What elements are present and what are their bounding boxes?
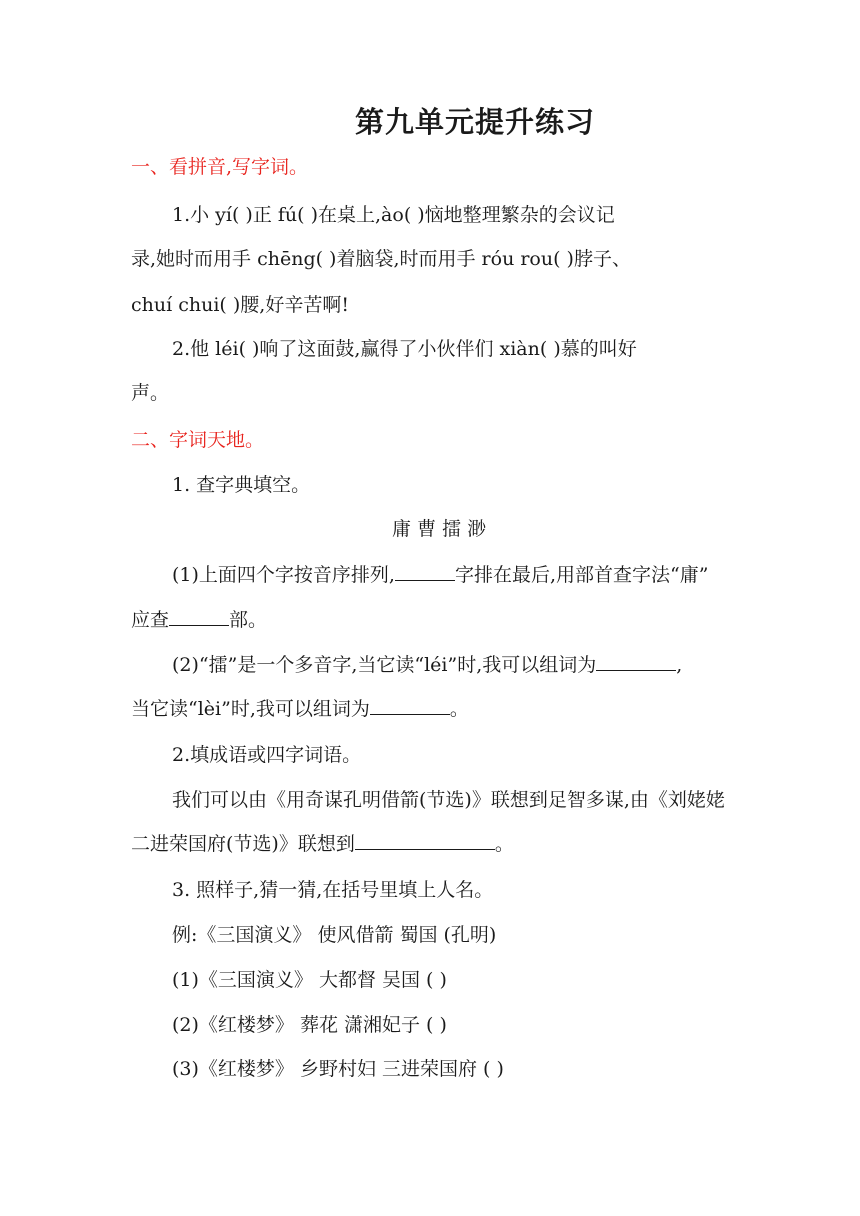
answer-blank[interactable] xyxy=(370,696,450,715)
section1-q2-line2: 声。 xyxy=(131,382,170,404)
section2-q2-line2 xyxy=(131,829,514,856)
answer-blank[interactable] xyxy=(395,562,455,581)
section1-q1-line3: chuí chui( )腰,好辛苦啊! xyxy=(131,294,349,316)
section2-q3-item1: (1)《三国演义》 大都督 吴国 ( ) xyxy=(172,969,447,991)
q1b-text-4: 。 xyxy=(449,698,469,720)
q1a-text-4: 部。 xyxy=(229,609,268,631)
section2-q3-item3: (3)《红楼梦》 乡野村妇 三进荣国府 ( ) xyxy=(172,1058,504,1080)
section1-q1-line2: 录,她时而用手 chēng( )着脑袋,时而用手 róu rou( )脖子、 xyxy=(131,248,631,270)
section2-q1a-line2 xyxy=(131,605,267,632)
q1a-text-1: (1)上面四个字按音序排列, xyxy=(172,564,395,586)
section2-q1b-line1 xyxy=(172,650,682,677)
q1b-text-1: (2)“擂”是一个多音字,当它读“léi”时,我可以组词为 xyxy=(172,654,597,676)
section1-q1-line1: 1.小 yí( )正 fú( )在桌上,ào( )恼地整理繁杂的会议记 xyxy=(172,204,615,226)
section2-q1b-line2 xyxy=(131,694,469,721)
answer-blank[interactable] xyxy=(355,831,495,850)
answer-blank[interactable] xyxy=(596,652,676,671)
section2-q2-line1: 我们可以由《用奇谋孔明借箭(节选)》联想到足智多谋,由《刘姥姥 xyxy=(172,789,725,811)
q1a-text-3: 应查 xyxy=(131,609,170,631)
section2-q2-title: 2.填成语或四字词语。 xyxy=(172,744,362,766)
section2-q3-title: 3. 照样子,猜一猜,在括号里填上人名。 xyxy=(172,879,494,901)
section1-q2-line1: 2.他 léi( )响了这面鼓,赢得了小伙伴们 xiàn( )慕的叫好 xyxy=(172,338,637,360)
section2-chars: 庸 曹 擂 渺 xyxy=(392,518,487,540)
section2-heading: 二、字词天地。 xyxy=(131,429,265,451)
section2-q3-item2: (2)《红楼梦》 葬花 潇湘妃子 ( ) xyxy=(172,1014,447,1036)
section2-q1a-line1 xyxy=(172,560,708,587)
q2-text-1: 二进荣国府(节选)》联想到 xyxy=(131,833,355,855)
section1-heading: 一、看拼音,写字词。 xyxy=(131,156,309,178)
section2-q3-example: 例:《三国演义》 使风借箭 蜀国 (孔明) xyxy=(172,924,497,946)
section2-q1-title: 1. 查字典填空。 xyxy=(172,474,311,496)
q1b-text-3: 当它读“lèi”时,我可以组词为 xyxy=(131,698,370,720)
answer-blank[interactable] xyxy=(169,607,229,626)
q1a-text-2: 字排在最后,用部首查字法“庸” xyxy=(454,564,709,586)
q1b-text-2: , xyxy=(676,654,683,676)
page-title: 第九单元提升练习 xyxy=(354,105,595,139)
q2-text-2: 。 xyxy=(494,833,514,855)
